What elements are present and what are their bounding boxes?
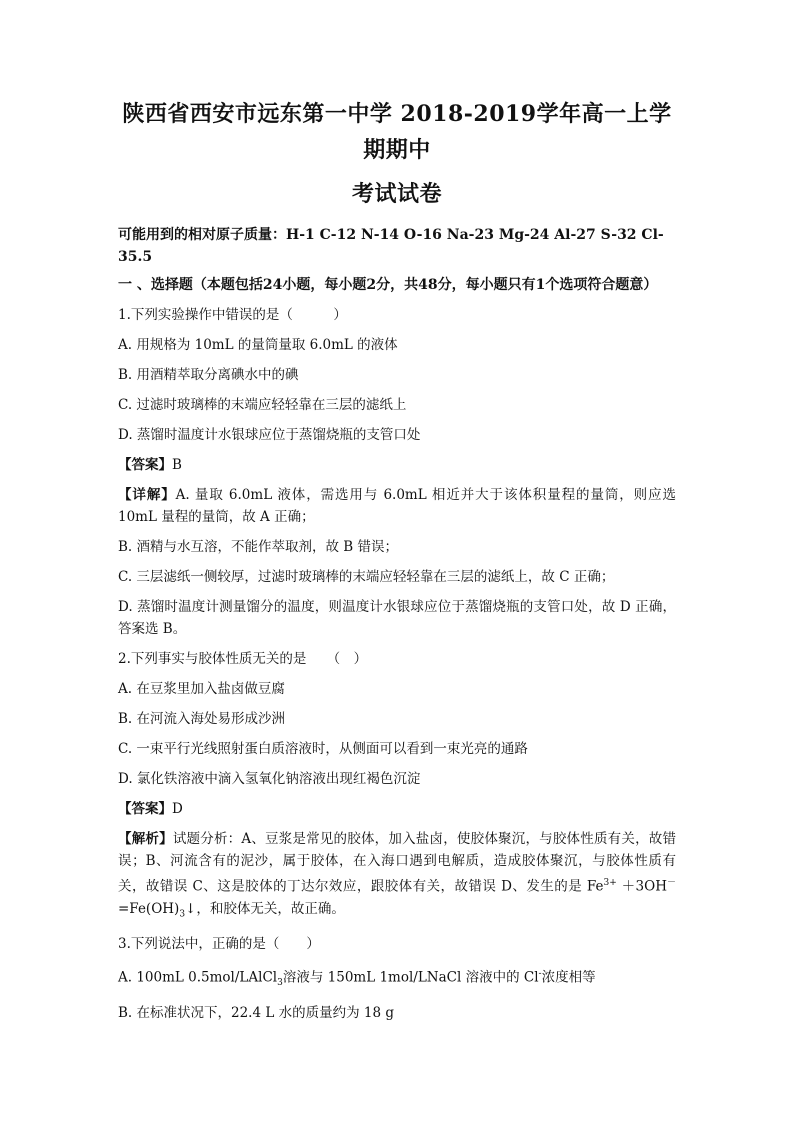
question-2-stem: 2.下列事实与胶体性质无关的是 （ ） [118, 651, 368, 667]
question-1-answer [118, 454, 676, 476]
section-heading: 一 、选择题（本题包括24小题，每小题2分，共48分，每小题只有1个选项符合题意） [118, 277, 658, 293]
question-1-option-d: D. 蒸馏时温度计水银球应位于蒸馏烧瓶的支管口处 [118, 427, 421, 443]
analysis-mid: ＋3OH [616, 878, 667, 895]
analysis-text: 试题分析：A、豆浆是常见的胶体，加入盐卤，使胶体聚沉，与胶体性质有关，故错误；B、河流含有的泥沙，属于胶体，在入海口遇到电解质，造成胶体聚沉，与胶体性质有关，故错误 C、这是胶体的丁达尔效应，跟胶体有关，故错误 D、发生的是 Fe [118, 831, 677, 895]
opt-a-sub: 3 [277, 978, 283, 989]
analysis-tail-1: =Fe(OH) [118, 900, 180, 917]
analysis-sub: 3 [179, 909, 186, 920]
question-2-option-c: C. 一束平行光线照射蛋白质溶液时，从侧面可以看到一束光亮的通路 [118, 741, 528, 757]
detail-tag: 【详解】 [118, 487, 176, 503]
question-1-detail-c: C. 三层滤纸一侧较厚，过滤时玻璃棒的末端应轻轻靠在三层的滤纸上，故 C 正确； [118, 569, 615, 585]
page-title [118, 96, 676, 212]
question-2-analysis [118, 828, 676, 925]
analysis-tail-2: ↓，和胶体无关，故正确。 [185, 900, 345, 917]
analysis-tag: 【解析】 [118, 831, 173, 847]
opt-a-sup: - [538, 969, 542, 980]
answer-value: D [172, 801, 183, 817]
answer-tag: 【答案】 [118, 457, 172, 473]
question-1-detail [118, 484, 676, 528]
analysis-sup: 3+ [603, 878, 617, 888]
opt-a-post: 浓度相等 [541, 969, 596, 986]
question-1-option-a: A. 用规格为 10mL 的量筒量取 6.0mL 的液体 [118, 337, 398, 353]
question-2-option-d: D. 氯化铁溶液中滴入氢氧化钠溶液出现红褐色沉淀 [118, 771, 421, 787]
question-1-option-b: B. 用酒精萃取分离碘水中的碘 [118, 367, 299, 383]
answer-tag: 【答案】 [118, 801, 172, 817]
atomic-masses: 可能用到的相对原子质量：H-1 C-12 N-14 O-16 Na-23 Mg-24 Al-27 S-32 Cl-35.5 [118, 227, 664, 265]
question-1-option-c: C. 过滤时玻璃棒的末端应轻轻靠在三层的滤纸上 [118, 397, 407, 413]
question-3-option-b: B. 在标准状况下，22.4 L 水的质量约为 18 g [118, 1005, 395, 1022]
question-1-stem: 1.下列实验操作中错误的是（ ） [118, 307, 347, 323]
title-line-2: 考试试卷 [351, 181, 442, 207]
question-3-stem: 3.下列说法中，正确的是（ ） [118, 936, 320, 953]
opt-a-mid: 溶液与 150mL 1mol/LNaCl 溶液中的 Cl [282, 969, 539, 986]
question-1-detail-d: D. 蒸馏时温度计测量馏分的温度，则温度计水银球应位于蒸馏烧瓶的支管口处，故 D 正确，答案选 B。 [118, 599, 676, 637]
answer-value: B [172, 457, 182, 473]
analysis-sup-2: － [666, 878, 676, 888]
question-2-option-b: B. 在河流入海处易形成沙洲 [118, 711, 286, 727]
question-1-detail-b: B. 酒精与水互溶，不能作萃取剂，故 B 错误； [118, 539, 399, 555]
question-3-option-a [118, 963, 676, 994]
detail-line-a: A. 量取 6.0mL 液体，需选用与 6.0mL 相近并大于该体积量程的量筒，则应选 10mL 量程的量筒，故 A 正确； [118, 487, 677, 525]
opt-a-pre: A. 100mL 0.5mol/LAlCl [118, 969, 278, 986]
title-line-1: 陕西省西安市远东第一中学 2018-2019学年高一上学期期中 [122, 101, 672, 163]
question-2-answer [118, 798, 676, 820]
question-2-option-a: A. 在豆浆里加入盐卤做豆腐 [118, 681, 285, 697]
